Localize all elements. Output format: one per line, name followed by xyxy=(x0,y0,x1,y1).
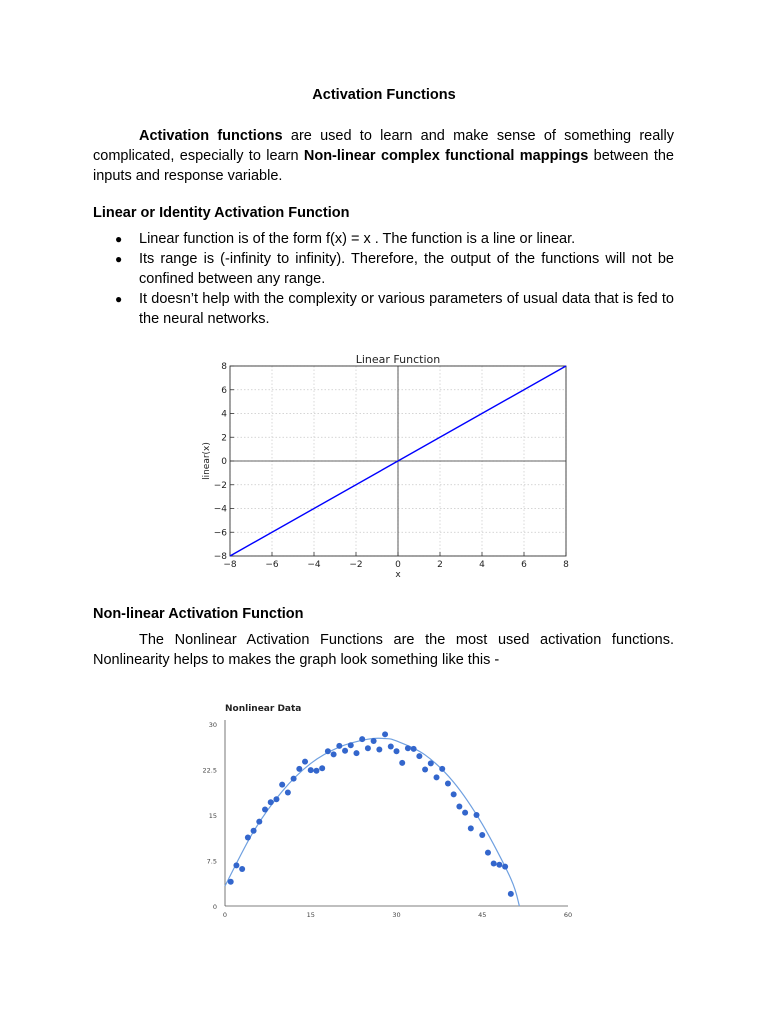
data-point xyxy=(462,810,468,816)
y-tick-label: 7.5 xyxy=(206,857,217,866)
data-point xyxy=(291,776,297,782)
data-point xyxy=(359,736,365,742)
data-point xyxy=(468,825,474,831)
x-axis-label: x xyxy=(395,570,401,580)
data-point xyxy=(262,807,268,813)
x-tick-label: −6 xyxy=(265,560,279,570)
nonlinear-paragraph xyxy=(93,630,674,670)
bullet-text: Its range is (-infinity to infinity). Therefore, the output of the functions will not be confined between any range. xyxy=(139,251,674,287)
data-point xyxy=(376,746,382,752)
intro-text-1: are used to learn and make sense of something really complicated, especially to learn xyxy=(93,128,674,164)
data-point xyxy=(251,828,257,834)
data-point xyxy=(273,796,279,802)
data-point xyxy=(399,760,405,766)
data-point xyxy=(279,782,285,788)
chart-title: Linear Function xyxy=(355,353,441,366)
list-item xyxy=(93,229,674,249)
data-point xyxy=(342,748,348,754)
y-tick-label: 30 xyxy=(208,721,217,729)
y-tick-label: 22.5 xyxy=(202,766,217,775)
data-point xyxy=(382,731,388,737)
y-tick-label: 15 xyxy=(208,812,217,820)
linear-bullet-list xyxy=(93,229,674,329)
data-point xyxy=(456,804,462,810)
x-tick-label: −8 xyxy=(223,560,237,570)
y-tick-label: 8 xyxy=(221,362,227,372)
y-tick-label: 0 xyxy=(221,457,227,467)
data-point xyxy=(233,862,239,868)
data-point xyxy=(394,748,400,754)
x-tick-label: 30 xyxy=(392,911,401,919)
list-item xyxy=(93,289,674,329)
data-point xyxy=(331,751,337,757)
linear-function-chart xyxy=(190,350,580,585)
data-point xyxy=(445,780,451,786)
bullet-icon: ● xyxy=(115,292,123,306)
intro-text-2: between the inputs and response variable. xyxy=(93,148,674,184)
bullet-text: It doesn’t help with the complexity or various parameters of usual data that is fed to the neural networks. xyxy=(139,291,674,327)
data-point xyxy=(485,850,491,856)
data-point xyxy=(491,861,497,867)
document-title: Activation Functions xyxy=(312,87,456,103)
intro-paragraph xyxy=(93,126,674,186)
data-point xyxy=(405,745,411,751)
data-point xyxy=(245,834,251,840)
x-tick-label: −2 xyxy=(349,560,363,570)
x-tick-label: 0 xyxy=(222,911,228,919)
x-tick-label: 4 xyxy=(479,560,485,570)
data-point xyxy=(508,891,514,897)
x-tick-label: 0 xyxy=(395,560,401,570)
data-point xyxy=(428,760,434,766)
x-tick-label: 45 xyxy=(478,911,487,919)
intro-bold-term: Activation functions xyxy=(139,128,283,144)
data-point xyxy=(285,790,291,796)
data-point xyxy=(353,750,359,756)
section-heading-linear: Linear or Identity Activation Function xyxy=(93,205,350,221)
data-point xyxy=(256,819,262,825)
x-tick-label: 15 xyxy=(306,911,315,919)
data-point xyxy=(411,746,417,752)
data-point xyxy=(474,812,480,818)
y-tick-label: −6 xyxy=(213,528,227,539)
data-point xyxy=(502,864,508,870)
data-point xyxy=(268,799,274,805)
list-item xyxy=(93,249,674,289)
nonlinear-text: The Nonlinear Activation Functions are the most used activation functions. Nonlinearity helps to makes the graph look something like this - xyxy=(93,632,674,668)
x-tick-label: 8 xyxy=(563,560,569,570)
data-point xyxy=(434,774,440,780)
data-point xyxy=(302,759,308,765)
bullet-icon: ● xyxy=(115,232,123,246)
section-heading-nonlinear: Non-linear Activation Function xyxy=(93,606,304,622)
chart-title: Nonlinear Data xyxy=(225,704,302,714)
data-point xyxy=(336,743,342,749)
data-point xyxy=(325,748,331,754)
data-point xyxy=(228,879,234,885)
y-tick-label: −8 xyxy=(213,552,227,562)
data-point xyxy=(451,791,457,797)
bullet-icon: ● xyxy=(115,252,123,266)
data-point xyxy=(239,866,245,872)
data-point xyxy=(439,766,445,772)
data-point xyxy=(319,765,325,771)
y-tick-label: 2 xyxy=(221,433,227,444)
y-tick-label: −4 xyxy=(213,504,227,515)
data-point xyxy=(365,745,371,751)
x-tick-label: −4 xyxy=(307,560,321,570)
data-point xyxy=(313,768,319,774)
y-tick-label: 4 xyxy=(221,409,227,420)
x-tick-label: 2 xyxy=(437,560,443,570)
nonlinear-data-chart xyxy=(195,698,590,923)
data-point xyxy=(296,766,302,772)
data-point xyxy=(416,753,422,759)
bullet-text: Linear function is of the form f(x) = x . The function is a line or linear. xyxy=(139,231,576,247)
y-axis-label: linear(x) xyxy=(202,442,212,480)
y-tick-label: 6 xyxy=(221,385,227,396)
data-point xyxy=(496,862,502,868)
y-tick-label: −2 xyxy=(213,480,227,491)
intro-bold-phrase: Non-linear complex functional mappings xyxy=(303,148,589,164)
x-tick-label: 60 xyxy=(563,911,573,919)
x-tick-label: 6 xyxy=(521,560,527,570)
data-point xyxy=(348,742,354,748)
data-point xyxy=(388,743,394,749)
data-point xyxy=(308,767,314,773)
data-point xyxy=(479,832,485,838)
trend-curve xyxy=(225,738,519,906)
y-tick-label: 0 xyxy=(212,903,217,911)
data-point xyxy=(422,767,428,773)
data-point xyxy=(371,738,377,744)
